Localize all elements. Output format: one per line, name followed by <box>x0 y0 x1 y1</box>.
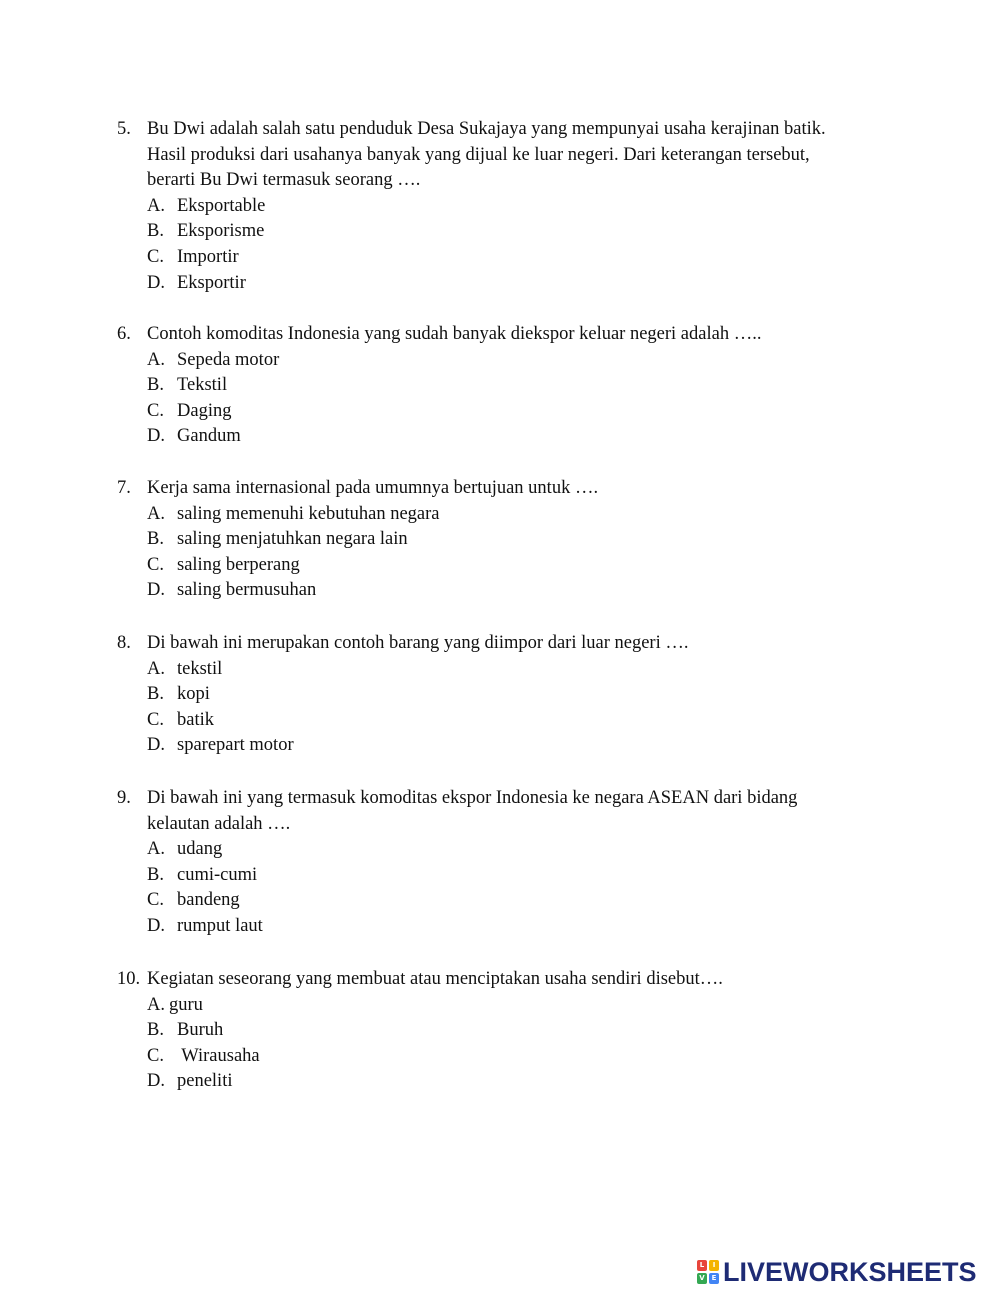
question-10 <box>117 967 877 1095</box>
option-list <box>117 837 877 939</box>
option-letter: C. <box>147 1045 164 1066</box>
option-a[interactable] <box>117 837 877 863</box>
question-text: Di bawah ini merupakan contoh barang yang diimpor dari luar negeri …. <box>147 633 689 653</box>
option-letter: A. <box>147 839 165 860</box>
option-d[interactable] <box>117 733 877 759</box>
question-8 <box>117 631 877 759</box>
option-letter: A. <box>147 195 165 216</box>
option-text: Eksportir <box>177 272 246 293</box>
option-letter: C. <box>147 246 164 267</box>
option-text: udang <box>177 839 223 860</box>
option-letter: C. <box>147 400 164 421</box>
option-d[interactable] <box>117 578 877 604</box>
option-a[interactable] <box>117 194 877 220</box>
option-letter: D. <box>147 735 165 756</box>
option-b[interactable] <box>117 682 877 708</box>
option-a[interactable] <box>117 657 877 683</box>
question-text: Kerja sama internasional pada umumnya bertujuan untuk …. <box>147 478 599 498</box>
option-letter: D. <box>147 915 165 936</box>
question-5 <box>117 117 877 296</box>
option-text: saling memenuhi kebutuhan negara <box>177 503 440 524</box>
option-text: guru <box>169 994 203 1015</box>
option-text: saling bermusuhan <box>177 580 317 601</box>
option-b[interactable] <box>117 1018 877 1044</box>
option-letter: B. <box>147 375 164 396</box>
option-d[interactable] <box>117 271 877 297</box>
option-d[interactable] <box>117 424 877 450</box>
option-c[interactable] <box>117 708 877 734</box>
question-number: 6. <box>117 324 131 344</box>
option-text: batik <box>177 709 214 730</box>
option-letter: D. <box>147 272 165 293</box>
question-number: 10. <box>117 969 141 989</box>
option-list <box>117 502 877 604</box>
option-letter: C. <box>147 554 164 575</box>
logo-tile: L <box>697 1260 707 1271</box>
option-letter: B. <box>147 529 164 550</box>
option-letter: A. <box>147 658 165 679</box>
option-letter: C. <box>147 709 164 730</box>
question-text: Kegiatan seseorang yang membuat atau menciptakan usaha sendiri disebut…. <box>147 969 723 989</box>
option-text: kopi <box>177 684 210 705</box>
option-text: Daging <box>177 400 232 421</box>
option-text: Sepeda motor <box>177 349 280 370</box>
option-d[interactable] <box>117 1069 877 1095</box>
option-text: Buruh <box>177 1020 224 1041</box>
option-c[interactable] <box>117 245 877 271</box>
option-list <box>117 657 877 759</box>
logo-tile: E <box>709 1273 719 1284</box>
option-b[interactable] <box>117 373 877 399</box>
option-letter: C. <box>147 890 164 911</box>
option-letter: A. <box>147 349 165 370</box>
question-text: Contoh komoditas Indonesia yang sudah banyak diekspor keluar negeri adalah ….. <box>147 324 762 344</box>
option-text: tekstil <box>177 658 223 679</box>
option-letter: D. <box>147 1071 165 1092</box>
question-text: Di bawah ini yang termasuk komoditas ekspor Indonesia ke negara ASEAN dari bidang kelautan adalah …. <box>147 788 798 834</box>
option-c[interactable] <box>117 553 877 579</box>
option-text: Tekstil <box>177 375 228 396</box>
option-letter: D. <box>147 426 165 447</box>
option-text: Importir <box>177 246 239 267</box>
question-number: 9. <box>117 788 131 808</box>
brand-name: LIVEWORKSHEETS <box>723 1256 977 1287</box>
option-d[interactable] <box>117 914 877 940</box>
option-a[interactable] <box>117 348 877 374</box>
option-letter: D. <box>147 580 165 601</box>
liveworksheets-brand[interactable] <box>697 1257 977 1287</box>
question-number: 7. <box>117 478 131 498</box>
option-letter: A. <box>147 503 165 524</box>
option-letter: B. <box>147 221 164 242</box>
option-text: rumput laut <box>177 915 263 936</box>
option-a[interactable] <box>117 502 877 528</box>
option-b[interactable] <box>117 219 877 245</box>
option-text: saling berperang <box>177 554 300 575</box>
option-list <box>117 348 877 450</box>
option-c[interactable] <box>117 399 877 425</box>
logo-tile: I <box>709 1260 719 1271</box>
option-b[interactable] <box>117 527 877 553</box>
liveworksheets-logo-icon <box>697 1260 719 1284</box>
option-text: cumi-cumi <box>177 864 258 885</box>
option-list <box>117 194 877 296</box>
option-letter: B. <box>147 864 164 885</box>
option-text: Wirausaha <box>177 1045 260 1066</box>
question-7 <box>117 476 877 604</box>
question-text: Bu Dwi adalah salah satu penduduk Desa Sukajaya yang mempunyai usaha kerajinan batik. Hasil produksi dari usahanya banyak yang dijual ke luar negeri. Dari keterangan tersebut, berarti Bu Dwi termasuk seorang …. <box>147 119 826 191</box>
option-list <box>117 993 877 1095</box>
option-text: peneliti <box>177 1071 233 1092</box>
question-number: 8. <box>117 633 131 653</box>
question-6 <box>117 322 877 450</box>
question-number: 5. <box>117 119 131 139</box>
option-text: saling menjatuhkan negara lain <box>177 529 408 550</box>
option-text: Gandum <box>177 426 241 447</box>
option-c[interactable] <box>117 1044 877 1070</box>
option-b[interactable] <box>117 863 877 889</box>
option-text: sparepart motor <box>177 735 294 756</box>
question-9 <box>117 786 877 940</box>
option-letter: B. <box>147 1020 164 1041</box>
option-text: Eksporisme <box>177 221 265 242</box>
option-letter: B. <box>147 684 164 705</box>
option-text: bandeng <box>177 890 240 911</box>
option-a[interactable] <box>117 993 877 1019</box>
logo-tile: V <box>697 1273 707 1284</box>
option-letter: A. <box>147 994 165 1015</box>
option-c[interactable] <box>117 888 877 914</box>
option-text: Eksportable <box>177 195 266 216</box>
